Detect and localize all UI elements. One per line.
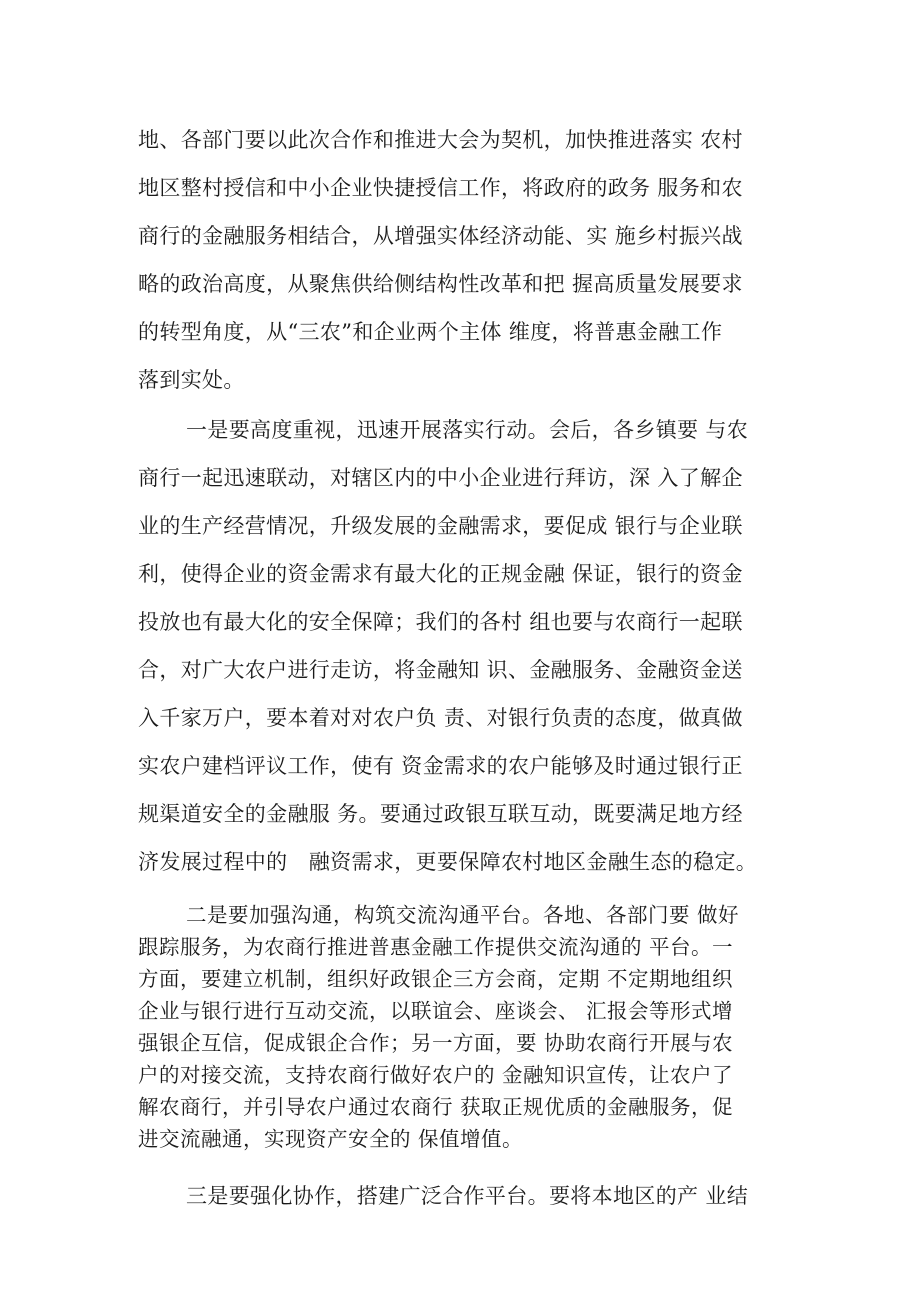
text-line: 解农商行，并引导农户通过农商行 获取正规优质的金融服务，促 [138,1095,734,1119]
text-line: 商行一起迅速联动，对辖区内的中小企业进行拜访，深 入了解企 [138,466,743,490]
text-line: 济发展过程中的 融资需求，更要保障农村地区金融生态的稳定。 [138,850,758,874]
text-line: 商行的金融服务相结合，从增强实体经济动能、实 施乡村振兴战 [138,224,743,248]
text-line: 利，使得企业的资金需求有最大化的正规金融 保证，银行的资金 [138,562,743,586]
text-line: 的转型角度，从“三农”和企业两个主体 维度，将普惠金融工作 [138,320,723,344]
text-line: 略的政治高度，从聚焦供给侧结构性改革和把 握高质量发展要求 [138,272,743,296]
text-line: 入千家万户，要本着对对农户负 责、对银行负责的态度，做真做 [138,706,743,730]
text-line: 地区整村授信和中小企业快捷授信工作，将政府的政务 服务和农 [138,176,743,200]
text-line: 合，对广大农户进行走访，将金融知 识、金融服务、金融资金送 [138,658,743,682]
text-line: 户的对接交流，支持农商行做好农户的 金融知识宣传，让农户了 [138,1063,734,1087]
text-line: 一是要高度重视，迅速开展落实行动。会后，各乡镇要 与农 [186,418,749,442]
text-line: 三是要强化协作，搭建广泛合作平台。要将本地区的产 业结 [186,1184,749,1208]
text-line: 跟踪服务，为农商行推进普惠金融工作提供交流沟通的 平台。一 [138,935,734,959]
text-line: 实农户建档评议工作，使有 资金需求的农户能够及时通过银行正 [138,754,743,778]
text-line: 企业与银行进行互动交流，以联谊会、座谈会、 汇报会等形式增 [138,999,734,1023]
text-line: 方面，要建立机制，组织好政银企三方会商，定期 不定期地组织 [138,967,734,991]
text-line: 二是要加强沟通，构筑交流沟通平台。各地、各部门要 做好 [186,903,740,927]
text-line: 规渠道安全的金融服 务。要通过政银互联互动，既要满足地方经 [138,802,743,826]
text-line: 投放也有最大化的安全保障；我们的各村 组也要与农商行一起联 [138,610,743,634]
text-line: 业的生产经营情况，升级发展的金融需求，要促成 银行与企业联 [138,514,743,538]
text-line: 进交流融通，实现资产安全的 保值增值。 [138,1127,524,1151]
text-line: 地、各部门要以此次合作和推进大会为契机，加快推进落实 农村 [138,128,743,152]
text-line: 落到实处。 [138,368,245,392]
text-line: 强银企互信，促成银企合作；另一方面，要 协助农商行开展与农 [138,1031,734,1055]
